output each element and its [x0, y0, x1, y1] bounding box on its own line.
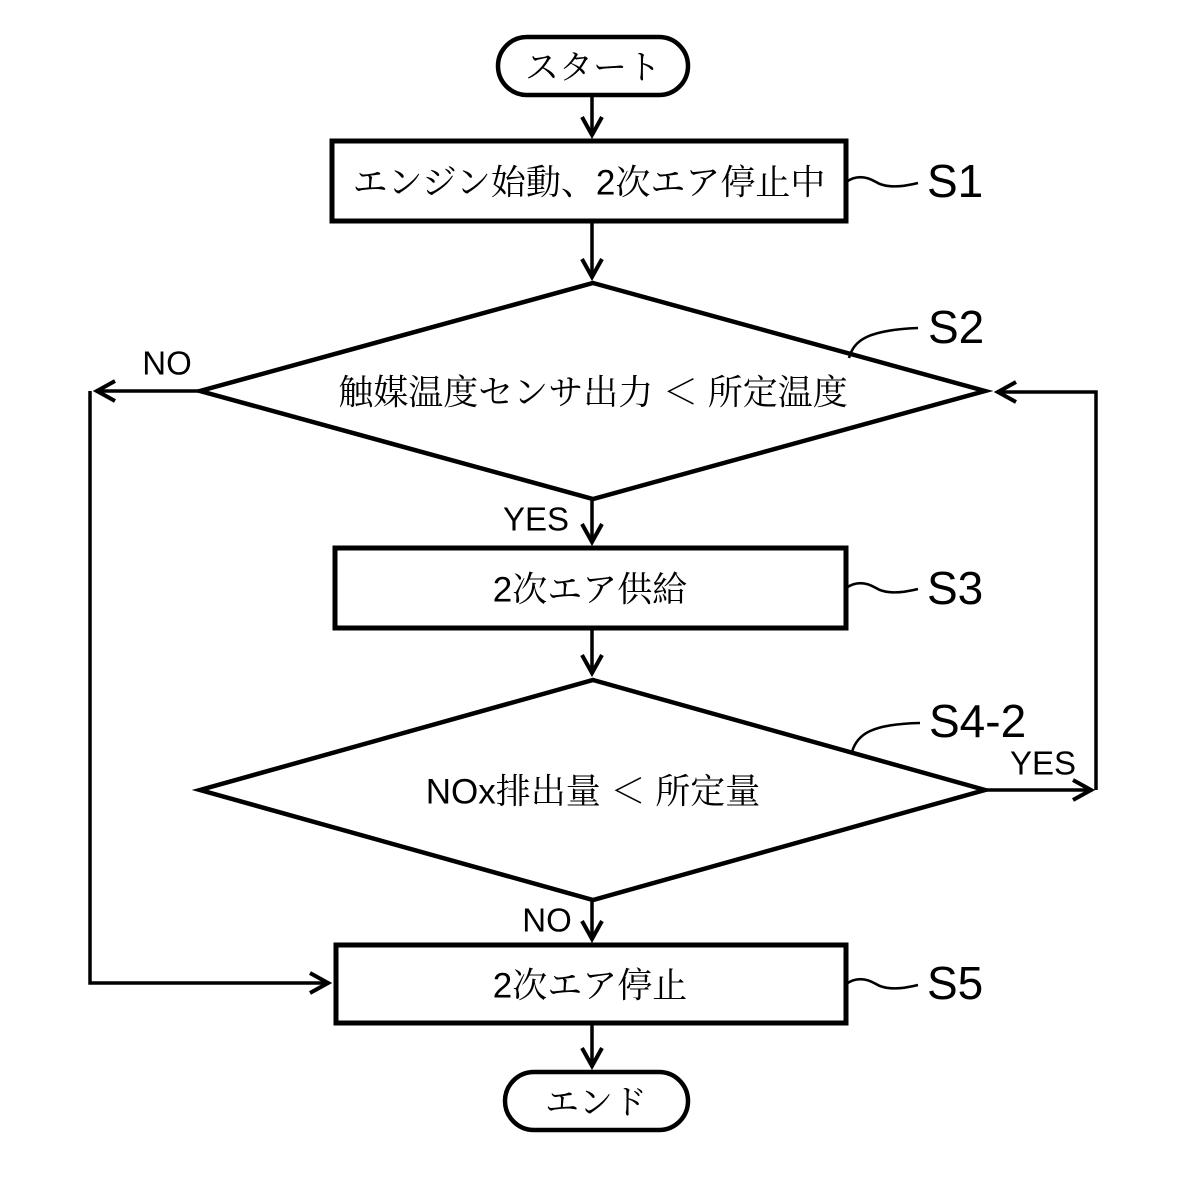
end-terminal-label: エンド — [545, 1084, 647, 1122]
process-s5 — [336, 945, 983, 1023]
process-s5-label: 2次エア停止 — [492, 966, 688, 1006]
step-label-s3: S3 — [927, 562, 984, 614]
leader-s4-2 — [852, 723, 920, 752]
process-s1-label: エンジン始動、2次エア停止中 — [352, 163, 826, 203]
leader-s2 — [849, 328, 918, 358]
step-label-s2: S2 — [928, 301, 985, 353]
edge-label-s2-no: NO — [142, 344, 192, 382]
step-label-s4-2: S4-2 — [929, 695, 1027, 747]
edge-label-s2-yes: YES — [502, 500, 570, 538]
step-label-s5: S5 — [927, 957, 984, 1009]
edge-label-s4-no: NO — [522, 901, 572, 939]
start-terminal — [498, 37, 688, 95]
decision-s2-label: 触媒温度センサ出力 ＜ 所定温度 — [338, 373, 848, 413]
process-s3-label: 2次エア供給 — [492, 570, 688, 610]
decision-s4-2-label: NOx排出量 ＜ 所定量 — [425, 772, 761, 812]
leader-s1 — [846, 177, 918, 186]
process-s3 — [335, 548, 983, 628]
decision-s4-2 — [200, 680, 1026, 900]
line-no-down-to-s5 — [90, 391, 329, 983]
step-label-s1: S1 — [927, 155, 984, 207]
leader-s3 — [846, 583, 918, 592]
edge-label-s4-yes: YES — [1009, 744, 1077, 782]
decision-s2 — [200, 283, 985, 499]
leader-s5 — [846, 979, 918, 988]
start-terminal-label: スタート — [525, 49, 661, 87]
end-terminal — [505, 1072, 688, 1130]
process-s1 — [332, 141, 983, 221]
